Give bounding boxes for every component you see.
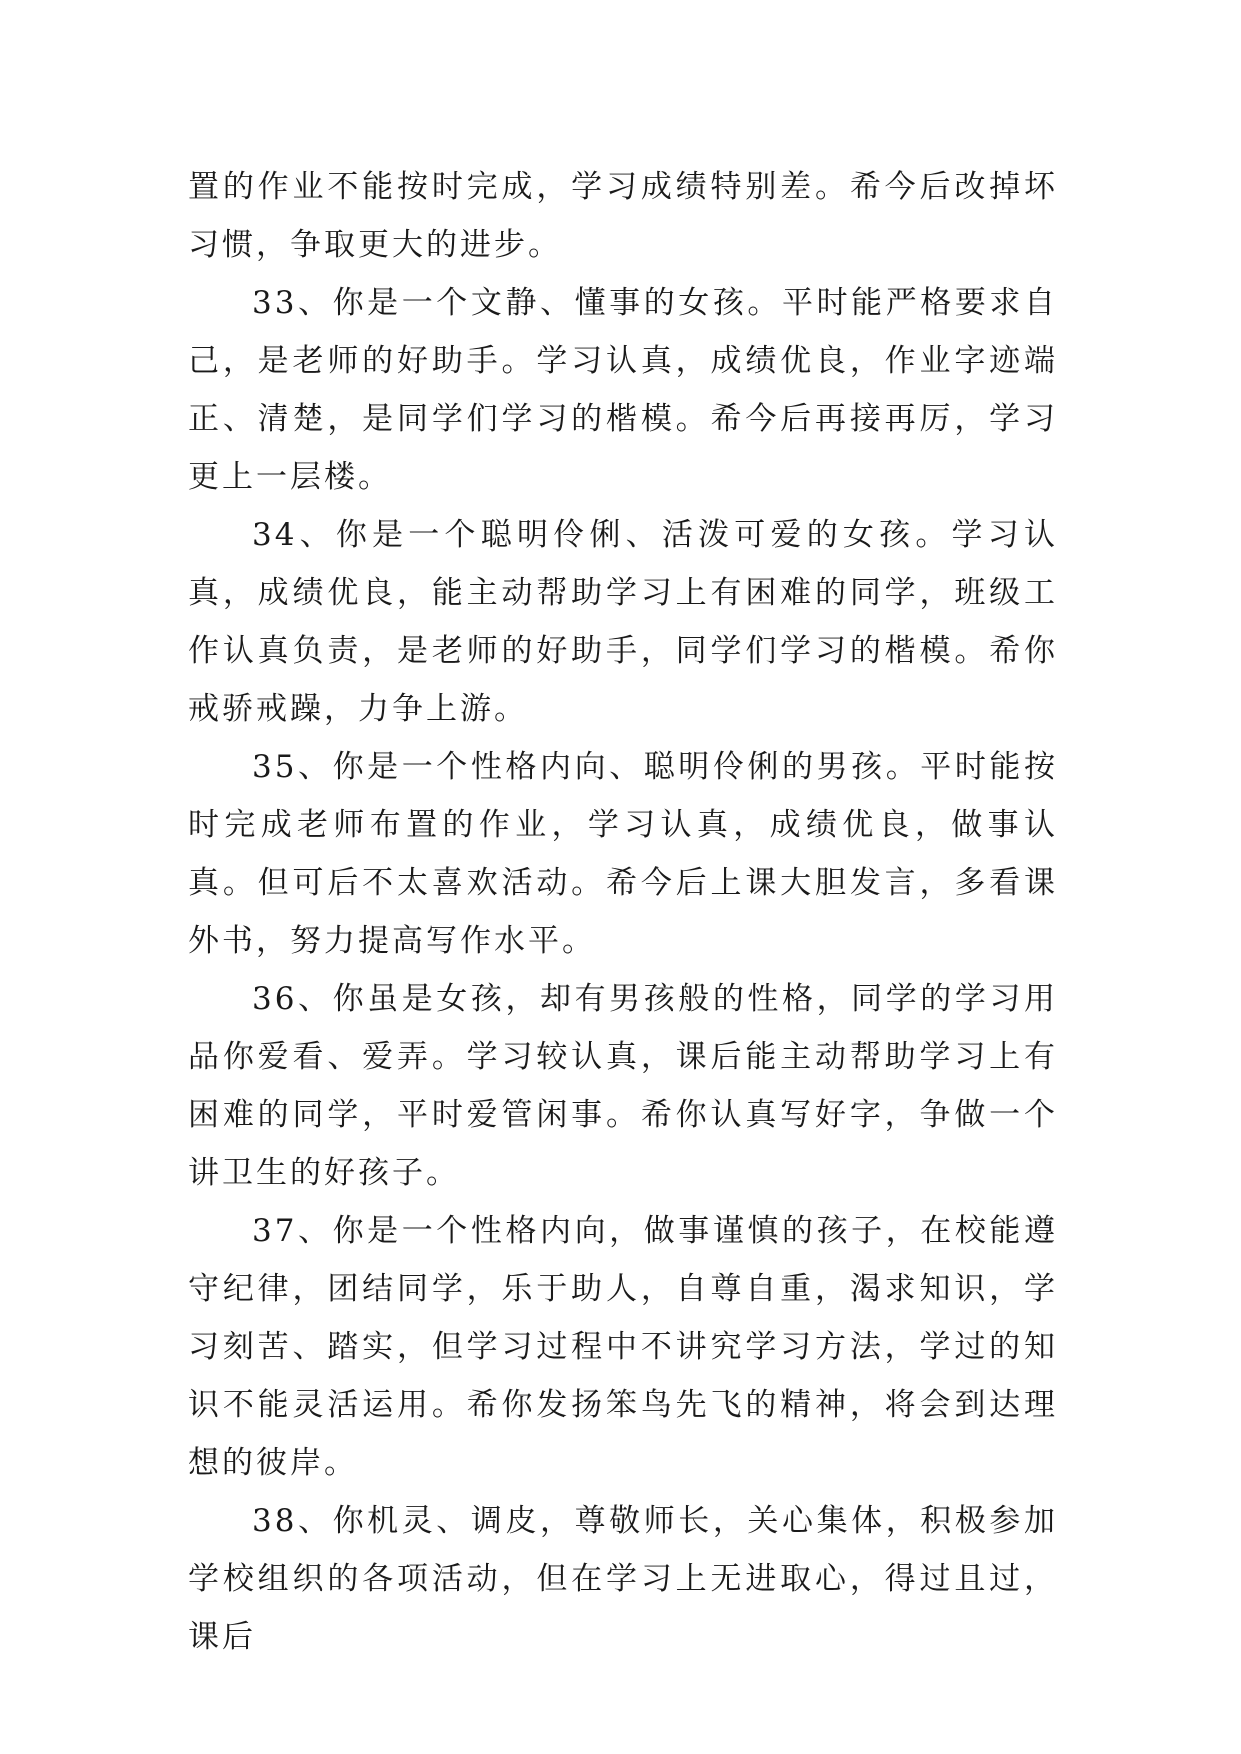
body-text <box>188 158 1058 1666</box>
paragraph-37: 37、你是一个性格内向，做事谨慎的孩子，在校能遵守纪律，团结同学，乐于助人，自尊自重，渴求知识，学习刻苦、踏实，但学习过程中不讲究学习方法，学过的知识不能灵活运用。希你发扬笨鸟先飞的精神，将会到达理想的彼岸。 <box>188 1213 1058 1481</box>
paragraph-33: 33、你是一个文静、懂事的女孩。平时能严格要求自己，是老师的好助手。学习认真，成绩优良，作业字迹端正、清楚，是同学们学习的楷模。希今后再接再厉，学习更上一层楼。 <box>188 285 1058 495</box>
paragraph-38: 38、你机灵、调皮，尊敬师长，关心集体，积极参加学校组织的各项活动，但在学习上无进取心，得过且过，课后 <box>188 1503 1058 1655</box>
paragraph-continuation: 置的作业不能按时完成，学习成绩特别差。希今后改掉坏习惯，争取更大的进步。 <box>188 169 1058 263</box>
paragraph-36: 36、你虽是女孩，却有男孩般的性格，同学的学习用品你爱看、爱弄。学习较认真，课后能主动帮助学习上有困难的同学，平时爱管闲事。希你认真写好字，争做一个讲卫生的好孩子。 <box>188 981 1058 1191</box>
paragraph-35: 35、你是一个性格内向、聪明伶俐的男孩。平时能按时完成老师布置的作业，学习认真，成绩优良，做事认真。但可后不太喜欢活动。希今后上课大胆发言，多看课外书，努力提高写作水平。 <box>188 749 1058 959</box>
paragraph-34: 34、你是一个聪明伶俐、活泼可爱的女孩。学习认真，成绩优良，能主动帮助学习上有困难的同学，班级工作认真负责，是老师的好助手，同学们学习的楷模。希你戒骄戒躁，力争上游。 <box>188 517 1058 727</box>
